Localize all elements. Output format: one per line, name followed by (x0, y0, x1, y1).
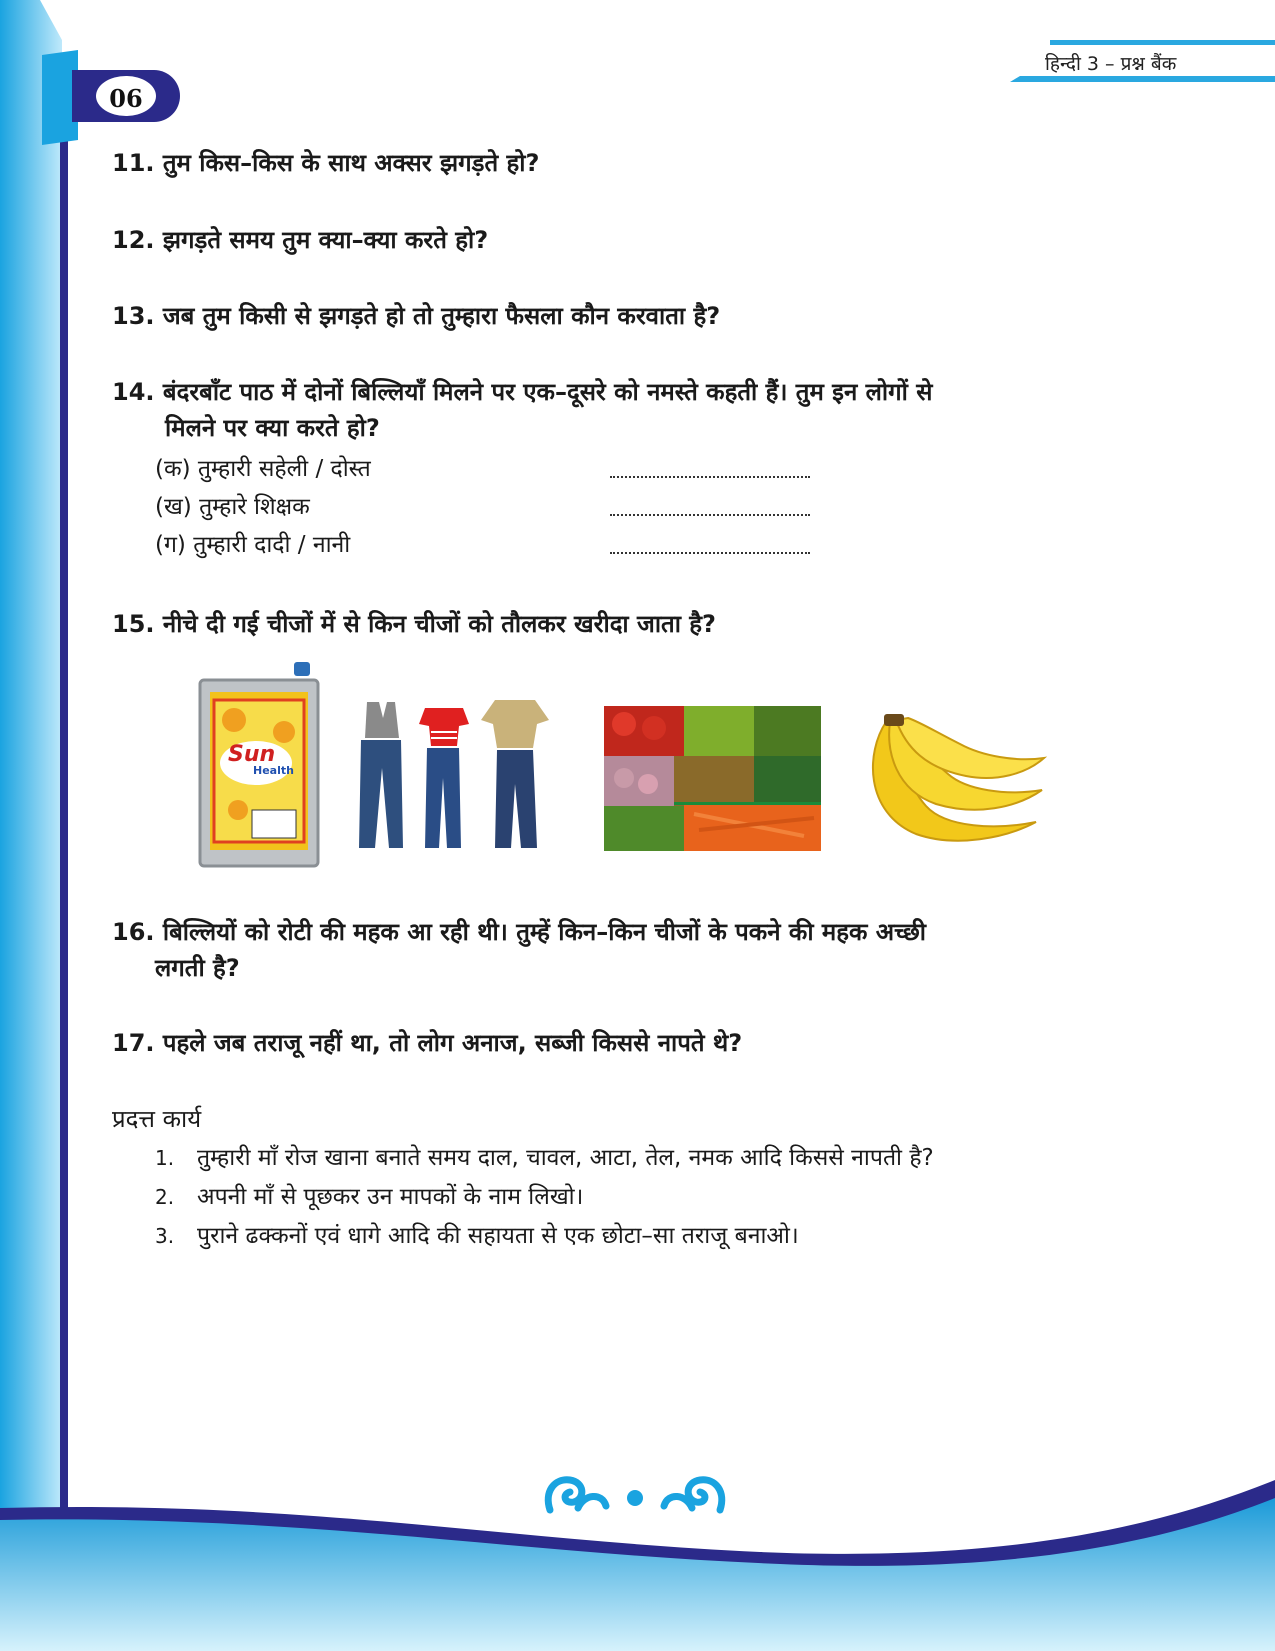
assignment-item-3 (155, 1220, 799, 1252)
item-number: 1. (155, 1146, 175, 1170)
header-rule (1010, 40, 1275, 84)
option-14-kha: (ख) तुम्हारे शिक्षक (155, 494, 310, 520)
question-16 (112, 914, 1162, 950)
question-number: 15. (112, 610, 155, 638)
question-text: नीचे दी गई चीजों में से किन चीजों को तौलकर खरीदा जाता है? (162, 610, 716, 638)
banana-image (856, 712, 1048, 852)
vegetables-image (604, 706, 821, 851)
question-15 (112, 606, 716, 642)
question-text: जब तुम किसी से झगड़ते हो तो तुम्हारा फैसला कौन करवाता है? (162, 302, 721, 330)
item-number: 2. (155, 1185, 175, 1209)
header-title: हिन्दी 3 – प्रश्न बैंक (1045, 53, 1177, 75)
question-number: 17. (112, 1029, 155, 1057)
oil-brand-label-2: Health (253, 764, 294, 777)
answer-line[interactable] (610, 475, 810, 478)
assignment-item-2 (155, 1181, 583, 1213)
footer-wave (0, 1470, 1275, 1651)
question-number: 13. (112, 302, 155, 330)
option-14-ka: (क) तुम्हारी सहेली / दोस्त (155, 456, 371, 482)
item-number: 3. (155, 1224, 175, 1248)
oil-brand-label: Sun (228, 742, 276, 767)
question-14 (112, 374, 1162, 410)
clothes-image (355, 698, 565, 854)
question-17 (112, 1025, 742, 1061)
question-13 (112, 298, 720, 334)
question-text: बंदरबाँट पाठ में दोनों बिल्लियाँ मिलने पर एक–दूसरे को नमस्ते कहती हैं। तुम इन लोगों से (162, 378, 933, 406)
question-text: तुम किस–किस के साथ अक्सर झगड़ते हो? (162, 149, 540, 177)
question-14-continued: मिलने पर क्या करते हो? (165, 414, 380, 442)
option-14-ga: (ग) तुम्हारी दादी / नानी (155, 532, 351, 558)
question-16-continued: लगती है? (155, 954, 240, 982)
question-11 (112, 145, 539, 181)
question-text: झगड़ते समय तुम क्या–क्या करते हो? (162, 226, 489, 254)
page-number: 06 (109, 84, 143, 113)
question-number: 11. (112, 149, 155, 177)
question-number: 14. (112, 378, 155, 406)
left-border-decoration (0, 0, 80, 1651)
question-12 (112, 222, 488, 258)
assignment-title: प्रदत्त कार्य (112, 1105, 202, 1133)
assignment-item-1 (155, 1142, 934, 1174)
answer-line[interactable] (610, 551, 810, 554)
question-number: 12. (112, 226, 155, 254)
question-text: बिल्लियों को रोटी की महक आ रही थी। तुम्हें किन–किन चीजों के पकने की महक अच्छी (162, 918, 926, 946)
item-text: पुराने ढक्कनों एवं धागे आदि की सहायता से एक छोटा–सा तराजू बनाओ। (197, 1223, 799, 1249)
question-number: 16. (112, 918, 155, 946)
item-text: तुम्हारी माँ रोज खाना बनाते समय दाल, चावल, आटा, तेल, नमक आदि किससे नापती है? (197, 1145, 934, 1171)
question-text: पहले जब तराजू नहीं था, तो लोग अनाज, सब्जी किससे नापते थे? (162, 1029, 743, 1057)
item-text: अपनी माँ से पूछकर उन मापकों के नाम लिखो। (197, 1184, 584, 1210)
answer-line[interactable] (610, 513, 810, 516)
